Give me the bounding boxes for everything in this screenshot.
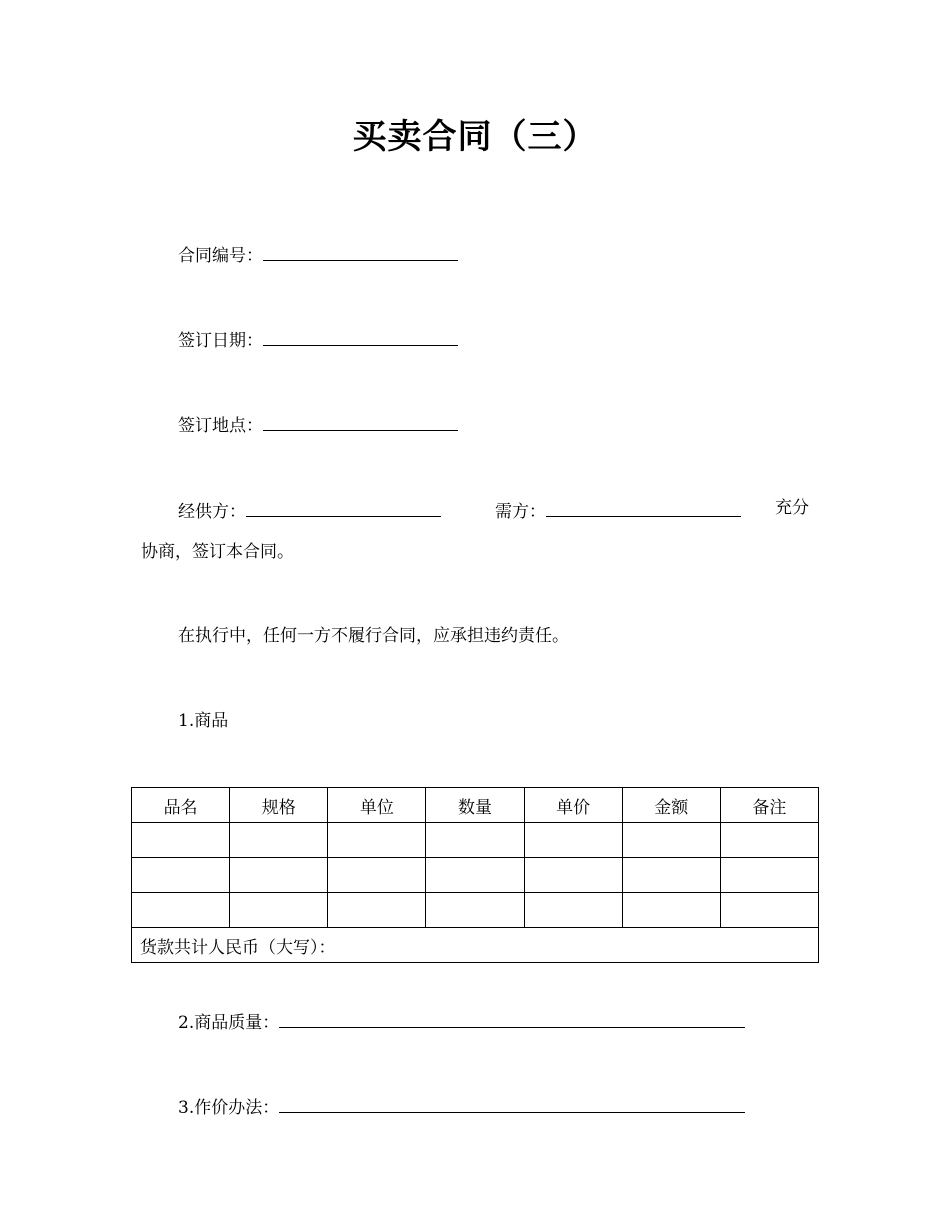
table-cell[interactable] xyxy=(720,893,818,928)
sign-date-label: 签订日期： xyxy=(178,331,263,351)
pricing-method-label: 3.作价办法： xyxy=(178,1098,280,1118)
supplier-label: 经供方： xyxy=(178,502,246,522)
header-cell-quantity: 数量 xyxy=(426,788,524,823)
table-cell[interactable] xyxy=(426,893,524,928)
table-cell[interactable] xyxy=(524,823,622,858)
table-row xyxy=(132,893,819,928)
table-cell[interactable] xyxy=(328,893,426,928)
goods-table xyxy=(131,787,819,963)
header-cell-unit-price: 单价 xyxy=(524,788,622,823)
sign-place-row xyxy=(178,410,458,438)
table-cell[interactable] xyxy=(230,858,328,893)
buyer-row xyxy=(495,496,741,524)
table-cell[interactable] xyxy=(524,893,622,928)
table-cell[interactable] xyxy=(524,858,622,893)
supplier-blank[interactable] xyxy=(246,496,441,517)
contract-number-row xyxy=(178,240,458,268)
buyer-label: 需方： xyxy=(495,502,546,522)
table-cell[interactable] xyxy=(720,823,818,858)
table-cell[interactable] xyxy=(132,893,230,928)
table-cell[interactable] xyxy=(132,858,230,893)
buyer-blank[interactable] xyxy=(546,496,741,517)
parties-continuation-text: 协商，签订本合同。 xyxy=(141,542,294,562)
table-row xyxy=(132,823,819,858)
pricing-method-row xyxy=(178,1092,745,1120)
table-cell[interactable] xyxy=(622,823,720,858)
table-cell[interactable] xyxy=(132,823,230,858)
header-cell-unit: 单位 xyxy=(328,788,426,823)
quality-blank[interactable] xyxy=(279,1007,745,1028)
table-cell[interactable] xyxy=(328,823,426,858)
table-cell[interactable] xyxy=(426,823,524,858)
parties-tail-text: 充分 xyxy=(775,498,809,518)
contract-number-label: 合同编号： xyxy=(178,246,263,266)
header-cell-remarks: 备注 xyxy=(720,788,818,823)
breach-clause: 在执行中，任何一方不履行合同，应承担违约责任。 xyxy=(178,626,569,646)
quality-row xyxy=(178,1007,745,1035)
table-row xyxy=(132,858,819,893)
header-cell-spec: 规格 xyxy=(230,788,328,823)
goods-table-header xyxy=(132,788,819,823)
table-cell[interactable] xyxy=(622,858,720,893)
sign-date-row xyxy=(178,325,458,353)
table-cell[interactable] xyxy=(328,858,426,893)
goods-total-label[interactable]: 货款共计人民币（大写）： xyxy=(132,928,819,963)
goods-total-row xyxy=(132,928,819,963)
section-1-heading: 1.商品 xyxy=(178,711,229,731)
quality-label: 2.商品质量： xyxy=(178,1013,280,1033)
supplier-row xyxy=(178,496,441,524)
table-cell[interactable] xyxy=(230,893,328,928)
contract-number-blank[interactable] xyxy=(263,240,458,261)
header-cell-amount: 金额 xyxy=(622,788,720,823)
pricing-method-blank[interactable] xyxy=(279,1092,745,1113)
table-cell[interactable] xyxy=(720,858,818,893)
sign-date-blank[interactable] xyxy=(263,325,458,346)
document-title: 买卖合同（三） xyxy=(352,117,598,157)
table-cell[interactable] xyxy=(230,823,328,858)
table-cell[interactable] xyxy=(426,858,524,893)
table-cell[interactable] xyxy=(622,893,720,928)
header-cell-name: 品名 xyxy=(132,788,230,823)
sign-place-label: 签订地点： xyxy=(178,416,263,436)
sign-place-blank[interactable] xyxy=(263,410,458,431)
